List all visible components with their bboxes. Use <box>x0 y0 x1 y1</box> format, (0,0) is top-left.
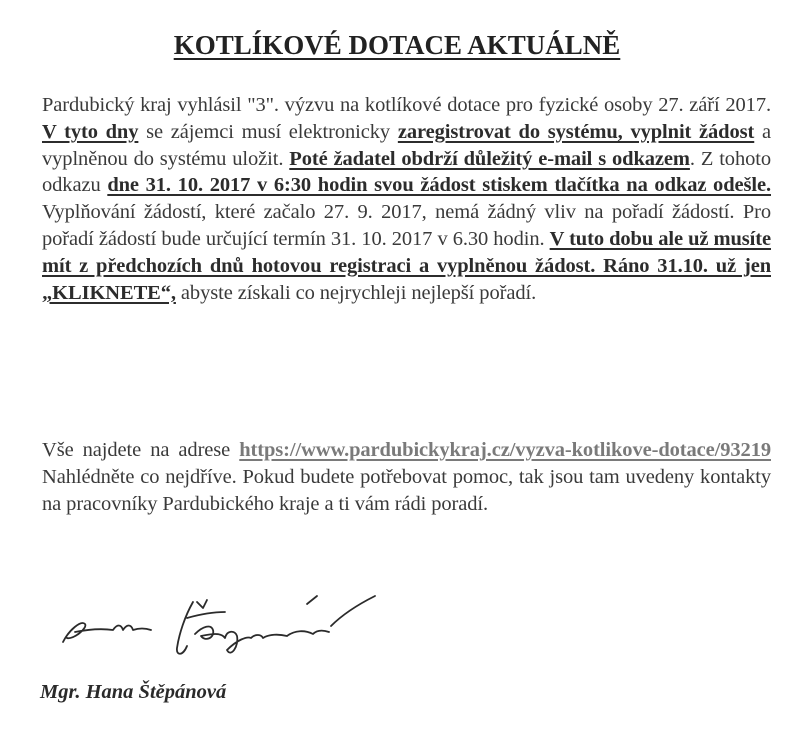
body-text: . Z tohoto odkazu <box>42 147 772 197</box>
body-text: abyste získali co nejrychleji nejlepší pořadí. <box>175 281 537 304</box>
dotace-link[interactable]: https://www.pardubickykraj.cz/vyzva-kotlikove-dotace/93219 <box>239 439 771 461</box>
body-text: Vyplňování žádostí, které začalo 27. 9. 2017, nemá žádný vliv na pořadí žádostí. Pro pořadí žádostí bude určující termín 31. 10. 2017 v 6.30 hodin. <box>42 201 771 250</box>
signatory-name: Mgr. Hana Štěpánová <box>40 681 227 703</box>
body-text: a vyplněnou do systému uložit. <box>42 120 772 170</box>
document-title: KOTLÍKOVÉ DOTACE AKTUÁLNĚ <box>173 30 621 60</box>
paragraph-announcement <box>42 92 771 306</box>
paragraph-contact <box>42 437 771 517</box>
paragraph-contact-rest: Nahlédněte co nejdříve. Pokud budete potřebovat pomoc, tak jsou tam uvedeny kontakty na pracovníky Pardubického kraje a ti vám rádi poradí. <box>42 465 771 515</box>
paragraph-contact-intro: Vše najdete na adrese <box>42 439 240 461</box>
emphasized-text: zaregistrovat do systému, vyplnit žádost <box>397 120 755 143</box>
emphasized-text: V tuto dobu ale už musíte mít z předchozích dnů hotovou registraci a vyplněnou žádost. Ráno 31.10. už jen „KLIKNETE“, <box>42 227 771 304</box>
emphasized-text: Poté žadatel obdrží důležitý e-mail s odkazem <box>289 147 690 170</box>
emphasized-text: dne 31. 10. 2017 v 6:30 hodin svou žádost stiskem tlačítka na odkaz odešle. <box>107 174 771 197</box>
body-text: Pardubický kraj vyhlásil "3". výzvu na kotlíkové dotace pro fyzické osoby 27. září 2017. <box>42 94 771 116</box>
body-text: se zájemci musí elektronicky <box>138 120 398 143</box>
emphasized-text: V tyto dny <box>42 120 139 143</box>
handwritten-signature <box>55 590 385 670</box>
